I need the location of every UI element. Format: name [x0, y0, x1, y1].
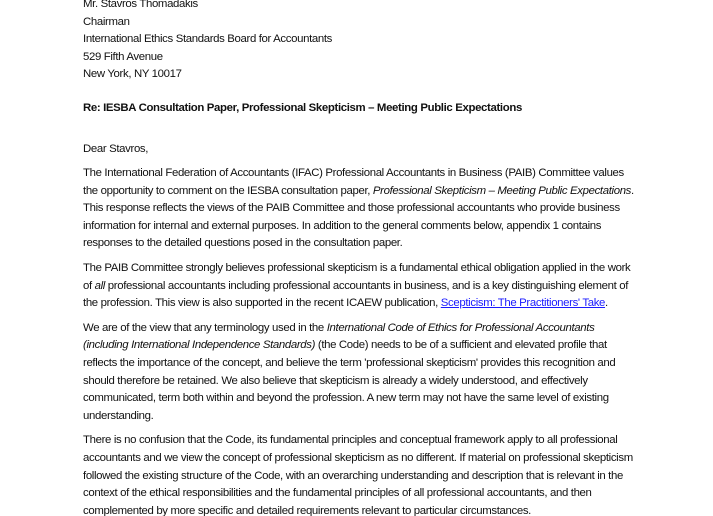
paragraph-3-text-c: (the Code) needs to be of a sufficient and elevated profile that reflects the importance of the concept, and believe the term 'professional skepticism' provides this recognition and should therefore be retained. We also believe that skepticism is already a widely understood, and effectively communicated, term both within and beyond the profession. A new term may not have the same level of existing understanding.	[83, 339, 616, 422]
paragraph-2	[83, 260, 635, 313]
recipient-organization: International Ethics Standards Board for Accountants	[83, 33, 333, 46]
paper-title: Professional Skepticism – Meeting Public Expectations	[372, 184, 632, 197]
salutation: Dear Stavros,	[83, 143, 149, 155]
paragraph-3	[83, 320, 635, 426]
letter-body	[83, 165, 635, 516]
code-title: International Code of Ethics for Professional Accountants (including International Independence Standards)	[83, 321, 595, 352]
paragraph-1	[83, 165, 635, 253]
recipient-title: Chairman	[83, 15, 130, 28]
publication-link[interactable]: Scepticism: The Practitioners' Take	[440, 297, 606, 310]
paragraph-4-text-a: There is no confusion that the Code, its fundamental principles and conceptual framework apply to all professional accountants and we view the concept of professional skepticism as no different. If material on professional skepticism followed the existing structure of the Code, with an overarching understanding and description that is relevant in the context of the ethical responsibilities and the fundamental principles of all professional accountants, and then complemented by more specific and detailed requirements relevant to particular circumstances.	[83, 434, 633, 516]
paragraph-4	[83, 432, 635, 516]
paragraph-1-text-a: The International Federation of Accountants (IFAC) Professional Accountants in Business (PAIB) Committee values the opportunity to comment on the IESBA consultation paper,	[83, 167, 624, 197]
emphasis-all: all	[94, 279, 105, 292]
paragraph-1-text-c: . This response reflects the views of the PAIB Committee and those professional accountants who provide business information for internal and external purposes. In addition to the general comments below, appendix 1 contains responses to the detailed questions posed in the consultation paper.	[83, 184, 634, 250]
paragraph-2-text-c: professional accountants including professional accountants in business, and is a key distinguishing element of the profession. This view is also supported in the recent ICAEW publication,	[83, 279, 629, 310]
paragraph-2-text-a: The PAIB Committee strongly believes professional skepticism is a fundamental ethical obligation applied in the work of	[83, 261, 631, 292]
paragraph-2-text-d: .	[605, 297, 608, 310]
recipient-city: New York, NY 10017	[83, 68, 182, 81]
recipient-street: 529 Fifth Avenue	[83, 50, 163, 63]
recipient-address	[83, 0, 683, 84]
recipient-name: Mr. Stavros Thomadakis	[83, 0, 198, 10]
paragraph-3-text-a: We are of the view that any terminology used in the	[83, 321, 327, 334]
subject-line: Re: IESBA Consultation Paper, Professional Skepticism – Meeting Public Expectations	[83, 102, 522, 114]
